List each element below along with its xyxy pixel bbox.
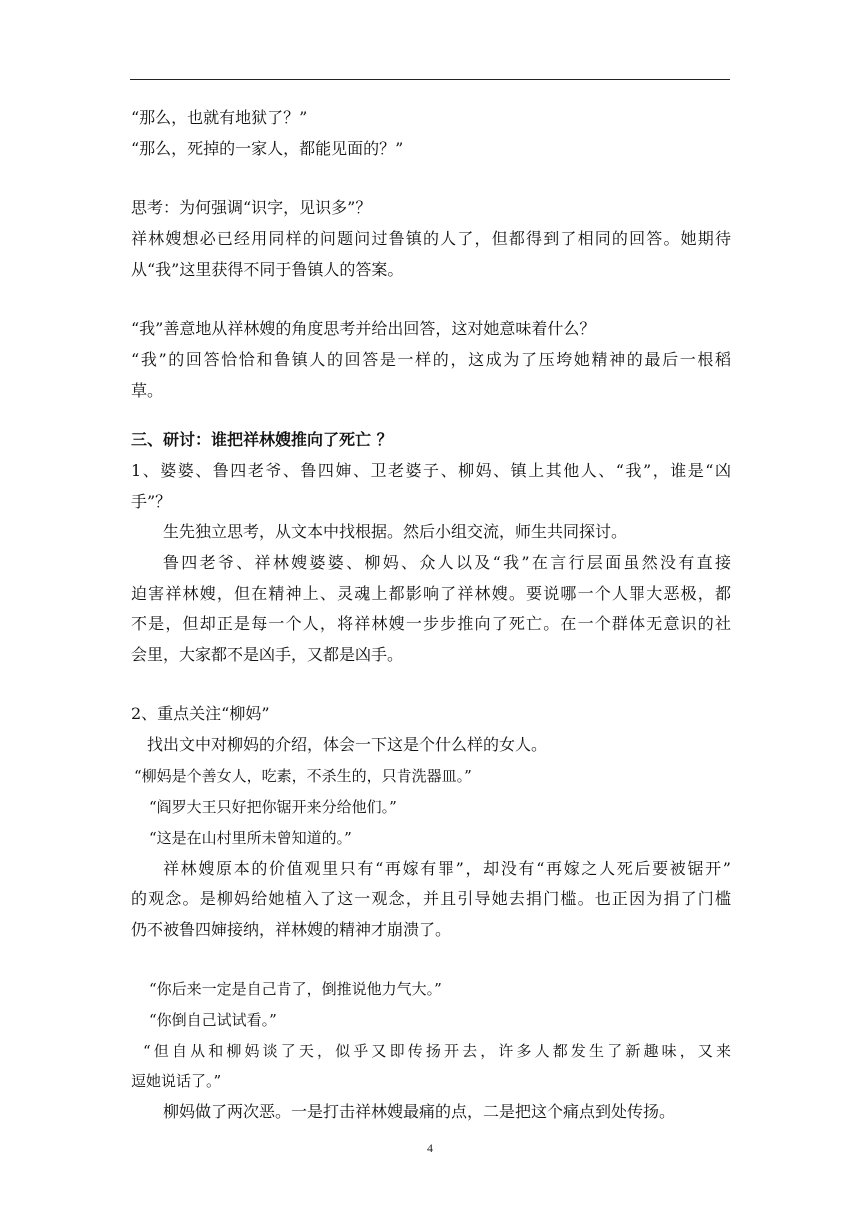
body-line: 生先独立思考，从文本中找根据。然后小组交流，师生共同探讨。	[163, 522, 628, 541]
quote-line: “阎罗大王只好把你锯开来分给他们。”	[149, 798, 397, 816]
answer-line: 草。	[131, 381, 164, 400]
body-line: 找出文中对柳妈的介绍，体会一下这是个什么样的女人。	[147, 735, 548, 754]
page-number: 4	[427, 1141, 433, 1155]
quote-line: “那么，也就有地狱了？”	[131, 108, 308, 127]
body-line: 的观念。是柳妈给她植入了这一观念，并且引导她去捐门槛。也正因为捐了门槛	[131, 889, 731, 908]
quote-line: “你倒自己试试看。”	[149, 1011, 277, 1029]
body-line: 仍不被鲁四婶接纳，祥林嫂的精神才崩溃了。	[131, 920, 452, 939]
question-line: “我”善意地从祥林嫂的角度思考并给出回答，这对她意味着什么？	[131, 319, 596, 338]
answer-line: 从“我”这里获得不同于鲁镇人的答案。	[131, 260, 404, 279]
subheading-line: 手”？	[131, 492, 172, 511]
subheading-line: 2、重点关注“柳妈”	[131, 704, 270, 723]
question-line: 思考：为何强调“识字，见识多”？	[131, 198, 372, 217]
body-line: 会里，大家都不是凶手，又都是凶手。	[131, 645, 404, 664]
body-line: 不是，但却正是每一个人，将祥林嫂一步步推向了死亡。在一个群体无意识的社	[131, 614, 731, 633]
quote-line: “但自从和柳妈谈了天，似乎又即传扬开去，许多人都发生了新趣味，又来	[143, 1042, 731, 1060]
body-line: 柳妈做了两次恶。一是打击祥林嫂最痛的点，二是把这个痛点到处传扬。	[163, 1102, 676, 1121]
body-line: 迫害祥林嫂，但在精神上、灵魂上都影响了祥林嫂。要说哪一个人罪大恶极，都	[131, 584, 731, 603]
section-heading: 三、研讨：谁把祥林嫂推向了死亡 ？	[131, 430, 393, 449]
answer-line: “我”的回答恰恰和鲁镇人的回答是一样的，这成为了压垮她精神的最后一根稻	[131, 350, 731, 369]
quote-line: 逗她说话了。”	[131, 1072, 222, 1090]
quote-line: “你后来一定是自己肯了，倒推说他力气大。”	[149, 980, 442, 998]
body-line: 鲁四老爷、祥林嫂婆婆、柳妈、众人以及“我”在言行层面虽然没有直接	[163, 553, 731, 572]
subheading-line: 1、婆婆、鲁四老爷、鲁四婶、卫老婆子、柳妈、镇上其他人、“我”，谁是“凶	[131, 461, 731, 480]
quote-line: “那么，死掉的一家人，都能见面的？”	[131, 139, 404, 158]
header-rule	[130, 79, 730, 80]
answer-line: 祥林嫂想必已经用同样的问题问过鲁镇的人了，但都得到了相同的回答。她期待	[131, 229, 731, 248]
quote-line: “柳妈是个善女人，吃素，不杀生的，只肯洗器皿。”	[134, 767, 472, 785]
quote-line: “这是在山村里所未曾知道的。”	[149, 829, 352, 847]
body-line: 祥林嫂原本的价值观里只有“再嫁有罪”，却没有“再嫁之人死后要被锯开”	[163, 859, 731, 878]
